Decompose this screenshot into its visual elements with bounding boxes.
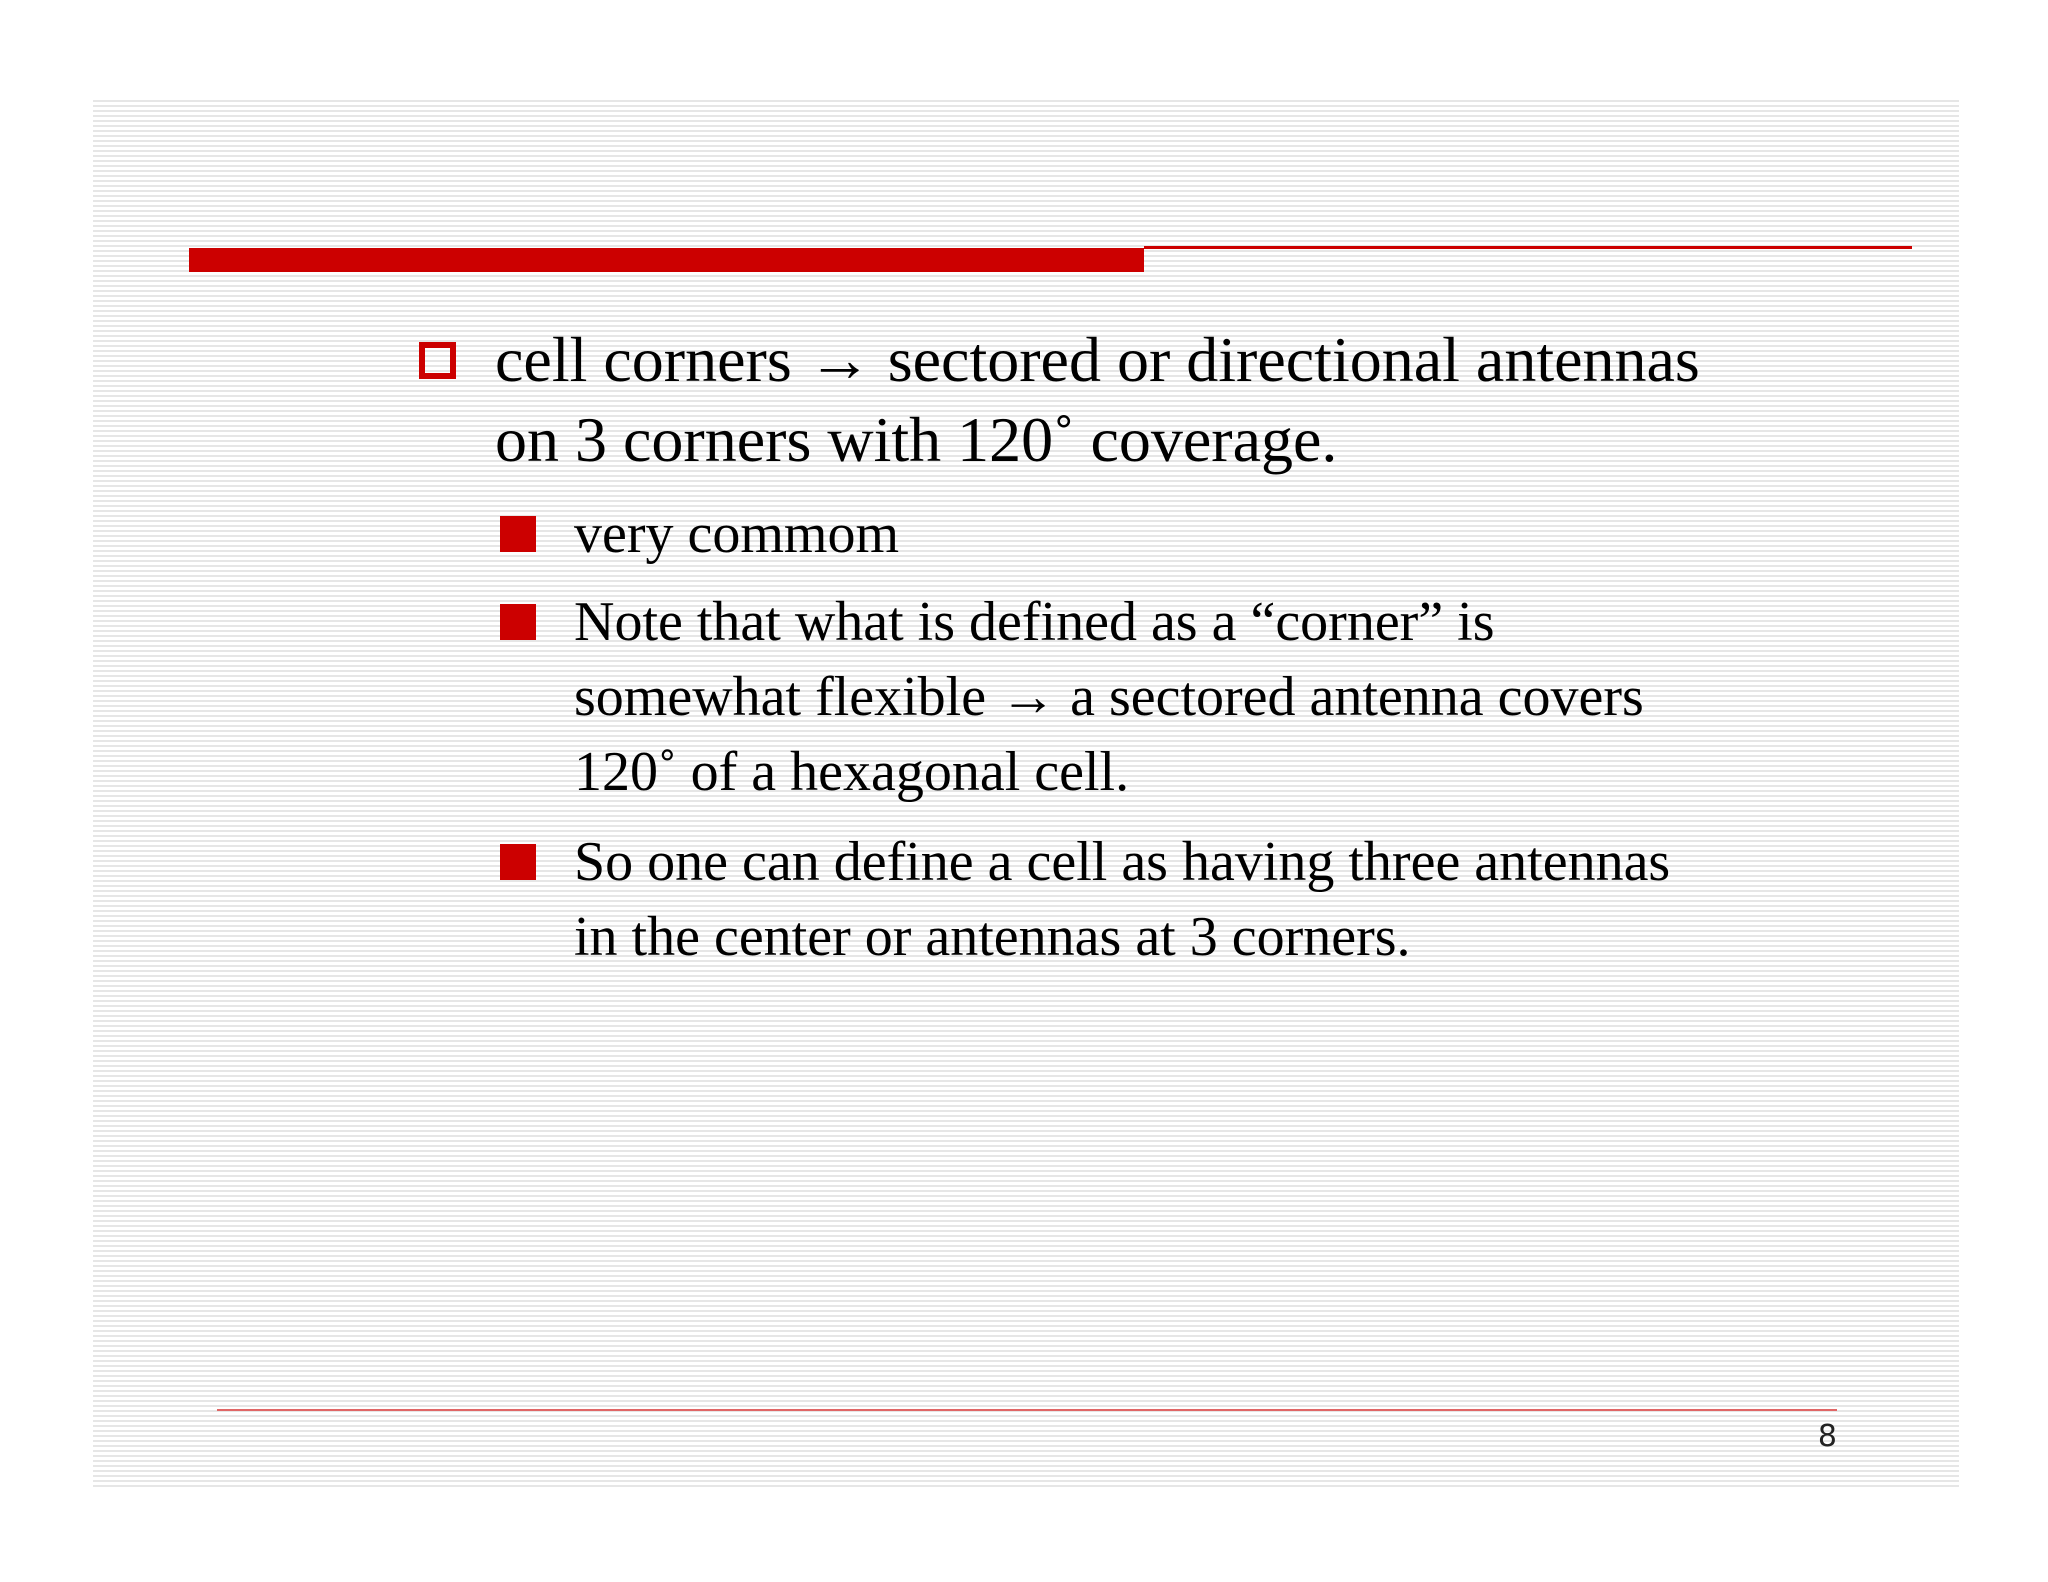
- sub-bullet-line: So one can define a cell as having three antennas: [574, 831, 1671, 893]
- sub-bullet-line: 120˚ of a hexagonal cell.: [574, 741, 1130, 803]
- filled-square-icon: [500, 844, 536, 880]
- sub-bullet-text: [574, 825, 1934, 975]
- footer-divider: [217, 1409, 1837, 1411]
- bullet-text: [495, 320, 1915, 480]
- sub-bullet-line: somewhat flexible → a sectored antenna covers: [574, 666, 1644, 728]
- sub-bullet-line: Note that what is defined as a “corner” is: [574, 591, 1495, 653]
- filled-square-icon: [500, 516, 536, 552]
- bullet-line: cell corners → sectored or directional antennas: [495, 324, 1700, 395]
- sub-bullet-line: in the center or antennas at 3 corners.: [574, 906, 1411, 968]
- page-number: 8: [1817, 1419, 1837, 1454]
- title-accent-bar: [189, 248, 1144, 272]
- sub-bullet-text: [574, 497, 1934, 572]
- bullet-line: on 3 corners with 120˚ coverage.: [495, 404, 1338, 475]
- slide: [93, 97, 1959, 1488]
- sub-bullet-line: very commom: [574, 503, 900, 565]
- filled-square-icon: [500, 604, 536, 640]
- hollow-square-icon: [419, 342, 456, 379]
- sub-bullet-text: [574, 585, 1934, 810]
- title-accent-line: [1144, 246, 1912, 249]
